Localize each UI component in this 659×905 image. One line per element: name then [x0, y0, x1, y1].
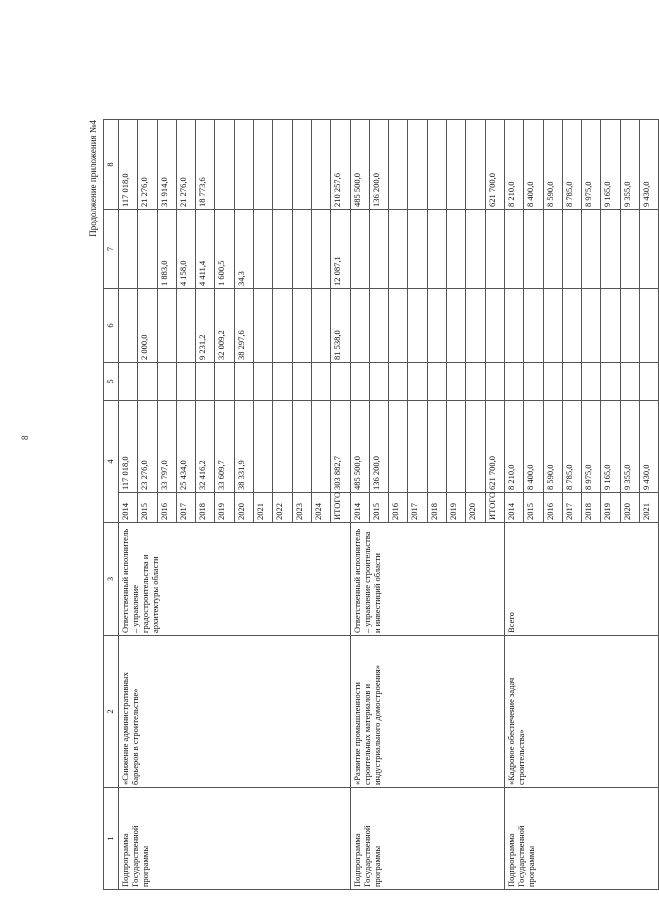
subprogram-name-cell: «Кадровое обеспечение задач строительства» [504, 636, 658, 788]
federal-cell [582, 363, 601, 401]
extrabudget-cell: 117 018,0 [119, 120, 138, 210]
extrabudget-cell: 485 500,0 [350, 120, 369, 210]
local-cell [562, 210, 581, 289]
extrabudget-cell [254, 120, 273, 210]
total-cell [427, 401, 446, 493]
extrabudget-cell: 21 276,0 [176, 120, 195, 210]
financing-table [103, 119, 659, 890]
year-cell: 2022 [273, 493, 292, 523]
total-cell: 8 590,0 [543, 401, 562, 493]
regional-cell: 38 297,6 [234, 289, 253, 363]
subprogram-type-cell: Подпрограмма Государственной программы [350, 788, 504, 890]
total-cell: 25 434,0 [176, 401, 195, 493]
year-cell: 2015 [138, 493, 157, 523]
extrabudget-cell [427, 120, 446, 210]
total-cell [466, 401, 485, 493]
extrabudget-cell: 136 200,0 [369, 120, 388, 210]
total-cell [311, 401, 330, 493]
total-cell: 38 331,9 [234, 401, 253, 493]
regional-cell [311, 289, 330, 363]
federal-cell [640, 363, 659, 401]
year-cell: ИТОГО [331, 493, 350, 523]
total-cell [447, 401, 466, 493]
regional-cell: 32 009,2 [215, 289, 234, 363]
total-cell: 8 400,0 [524, 401, 543, 493]
federal-cell [196, 363, 215, 401]
federal-cell [524, 363, 543, 401]
extrabudget-cell [311, 120, 330, 210]
local-cell [273, 210, 292, 289]
federal-cell [119, 363, 138, 401]
local-cell [311, 210, 330, 289]
subprogram-type-cell: Подпрограмма Государственной программы [119, 788, 351, 890]
year-cell: 2019 [601, 493, 620, 523]
year-cell: 2024 [311, 493, 330, 523]
year-cell: 2019 [447, 493, 466, 523]
regional-cell [119, 289, 138, 363]
total-cell: 8 975,0 [582, 401, 601, 493]
federal-cell [447, 363, 466, 401]
col-num-2: 2 [104, 636, 119, 788]
continuation-note: Продолжение приложения №4 [88, 120, 98, 237]
regional-cell [389, 289, 408, 363]
regional-cell [273, 289, 292, 363]
regional-cell [176, 289, 195, 363]
year-cell: 2014 [504, 493, 523, 523]
local-cell [408, 210, 427, 289]
local-cell [620, 210, 639, 289]
local-cell [138, 210, 157, 289]
year-cell: 2017 [176, 493, 195, 523]
rotated-table-sheet [83, 120, 652, 890]
year-cell: 2015 [369, 493, 388, 523]
total-cell: 33 609,7 [215, 401, 234, 493]
regional-cell [254, 289, 273, 363]
total-cell: 8 210,0 [504, 401, 523, 493]
subprogram-name-cell: «Снижение административных барьеров в строительстве» [119, 636, 351, 788]
year-cell: 2016 [543, 493, 562, 523]
total-cell: 8 785,0 [562, 401, 581, 493]
total-cell [273, 401, 292, 493]
local-cell [292, 210, 311, 289]
extrabudget-cell [389, 120, 408, 210]
extrabudget-cell [234, 120, 253, 210]
local-cell: 12 087,1 [331, 210, 350, 289]
regional-cell [504, 289, 523, 363]
extrabudget-cell: 8 400,0 [524, 120, 543, 210]
year-cell: 2021 [254, 493, 273, 523]
year-cell: 2018 [582, 493, 601, 523]
local-cell [582, 210, 601, 289]
subprogram-type-cell: Подпрограмма Государственной программы [504, 788, 658, 890]
local-cell [350, 210, 369, 289]
regional-cell: 9 231,2 [196, 289, 215, 363]
year-cell: 2020 [234, 493, 253, 523]
regional-cell [369, 289, 388, 363]
extrabudget-cell [273, 120, 292, 210]
total-cell [254, 401, 273, 493]
local-cell: 4 411,4 [196, 210, 215, 289]
extrabudget-cell: 18 773,6 [196, 120, 215, 210]
col-num-7: 7 [104, 210, 119, 289]
federal-cell [254, 363, 273, 401]
extrabudget-cell: 8 785,0 [562, 120, 581, 210]
year-cell: 2014 [350, 493, 369, 523]
executor-cell: Всего [504, 523, 658, 636]
local-cell [369, 210, 388, 289]
year-cell: 2020 [620, 493, 639, 523]
federal-cell [427, 363, 446, 401]
year-cell: 2019 [215, 493, 234, 523]
total-cell: 32 416,2 [196, 401, 215, 493]
regional-cell [408, 289, 427, 363]
total-cell: 303 882,7 [331, 401, 350, 493]
federal-cell [408, 363, 427, 401]
col-num-4: 4 [104, 401, 119, 523]
extrabudget-cell [215, 120, 234, 210]
federal-cell [350, 363, 369, 401]
year-cell: 2021 [640, 493, 659, 523]
extrabudget-cell [408, 120, 427, 210]
extrabudget-cell: 8 590,0 [543, 120, 562, 210]
total-cell [292, 401, 311, 493]
col-num-5: 5 [104, 363, 119, 401]
subprogram-name-cell: «Развитие промышленности строительных материалов и индустриального домостроения» [350, 636, 504, 788]
federal-cell [234, 363, 253, 401]
local-cell: 34,3 [234, 210, 253, 289]
total-cell: 33 797,0 [157, 401, 176, 493]
federal-cell [389, 363, 408, 401]
extrabudget-cell: 210 257,6 [331, 120, 350, 210]
total-cell: 485 500,0 [350, 401, 369, 493]
federal-cell [138, 363, 157, 401]
local-cell: 4 158,0 [176, 210, 195, 289]
extrabudget-cell [466, 120, 485, 210]
col-num-6: 6 [104, 289, 119, 363]
extrabudget-cell: 9 430,0 [640, 120, 659, 210]
total-cell: 23 276,0 [138, 401, 157, 493]
total-cell: 9 355,0 [620, 401, 639, 493]
col-num-3: 3 [104, 523, 119, 636]
local-cell: 1 600,5 [215, 210, 234, 289]
total-cell: 9 165,0 [601, 401, 620, 493]
year-cell: 2018 [196, 493, 215, 523]
total-cell [389, 401, 408, 493]
total-cell: 9 430,0 [640, 401, 659, 493]
federal-cell [504, 363, 523, 401]
column-number-row [104, 120, 119, 890]
year-cell: 2016 [389, 493, 408, 523]
federal-cell [562, 363, 581, 401]
extrabudget-cell: 21 276,0 [138, 120, 157, 210]
federal-cell [620, 363, 639, 401]
local-cell [466, 210, 485, 289]
regional-cell [582, 289, 601, 363]
federal-cell [543, 363, 562, 401]
col-num-8: 8 [104, 120, 119, 210]
year-cell: 2017 [562, 493, 581, 523]
regional-cell [466, 289, 485, 363]
table-row [119, 120, 138, 890]
year-cell: 2023 [292, 493, 311, 523]
federal-cell [176, 363, 195, 401]
year-cell: ИТОГО [485, 493, 504, 523]
local-cell [485, 210, 504, 289]
regional-cell [601, 289, 620, 363]
federal-cell [331, 363, 350, 401]
table-row [350, 120, 369, 890]
local-cell: 1 883,0 [157, 210, 176, 289]
year-cell: 2018 [427, 493, 446, 523]
federal-cell [311, 363, 330, 401]
federal-cell [485, 363, 504, 401]
federal-cell [273, 363, 292, 401]
extrabudget-cell: 9 355,0 [620, 120, 639, 210]
year-cell: 2014 [119, 493, 138, 523]
local-cell [504, 210, 523, 289]
table-body [119, 120, 659, 890]
federal-cell [215, 363, 234, 401]
local-cell [524, 210, 543, 289]
regional-cell: 2 000,0 [138, 289, 157, 363]
local-cell [601, 210, 620, 289]
regional-cell [447, 289, 466, 363]
federal-cell [466, 363, 485, 401]
extrabudget-cell [292, 120, 311, 210]
regional-cell [157, 289, 176, 363]
table-row [504, 120, 523, 890]
executor-cell: Ответственный исполнитель – управление градостроительства и архитектуры области [119, 523, 351, 636]
page-number: 8 [20, 435, 30, 440]
year-cell: 2015 [524, 493, 543, 523]
regional-cell [485, 289, 504, 363]
regional-cell: 81 538,0 [331, 289, 350, 363]
regional-cell [562, 289, 581, 363]
regional-cell [350, 289, 369, 363]
federal-cell [369, 363, 388, 401]
extrabudget-cell: 8 210,0 [504, 120, 523, 210]
regional-cell [543, 289, 562, 363]
year-cell: 2020 [466, 493, 485, 523]
extrabudget-cell: 8 975,0 [582, 120, 601, 210]
local-cell [254, 210, 273, 289]
extrabudget-cell: 9 165,0 [601, 120, 620, 210]
local-cell [640, 210, 659, 289]
total-cell: 136 200,0 [369, 401, 388, 493]
regional-cell [427, 289, 446, 363]
col-num-1: 1 [104, 788, 119, 890]
total-cell: 117 018,0 [119, 401, 138, 493]
federal-cell [601, 363, 620, 401]
total-cell [408, 401, 427, 493]
local-cell [543, 210, 562, 289]
local-cell [427, 210, 446, 289]
regional-cell [640, 289, 659, 363]
regional-cell [292, 289, 311, 363]
extrabudget-cell: 31 914,0 [157, 120, 176, 210]
regional-cell [524, 289, 543, 363]
year-cell: 2016 [157, 493, 176, 523]
year-cell: 2017 [408, 493, 427, 523]
regional-cell [620, 289, 639, 363]
local-cell [447, 210, 466, 289]
federal-cell [157, 363, 176, 401]
federal-cell [292, 363, 311, 401]
local-cell [119, 210, 138, 289]
executor-cell: Ответственный исполнитель – управление строительства и инвестиций области [350, 523, 504, 636]
extrabudget-cell: 621 700,0 [485, 120, 504, 210]
total-cell: 621 700,0 [485, 401, 504, 493]
extrabudget-cell [447, 120, 466, 210]
local-cell [389, 210, 408, 289]
